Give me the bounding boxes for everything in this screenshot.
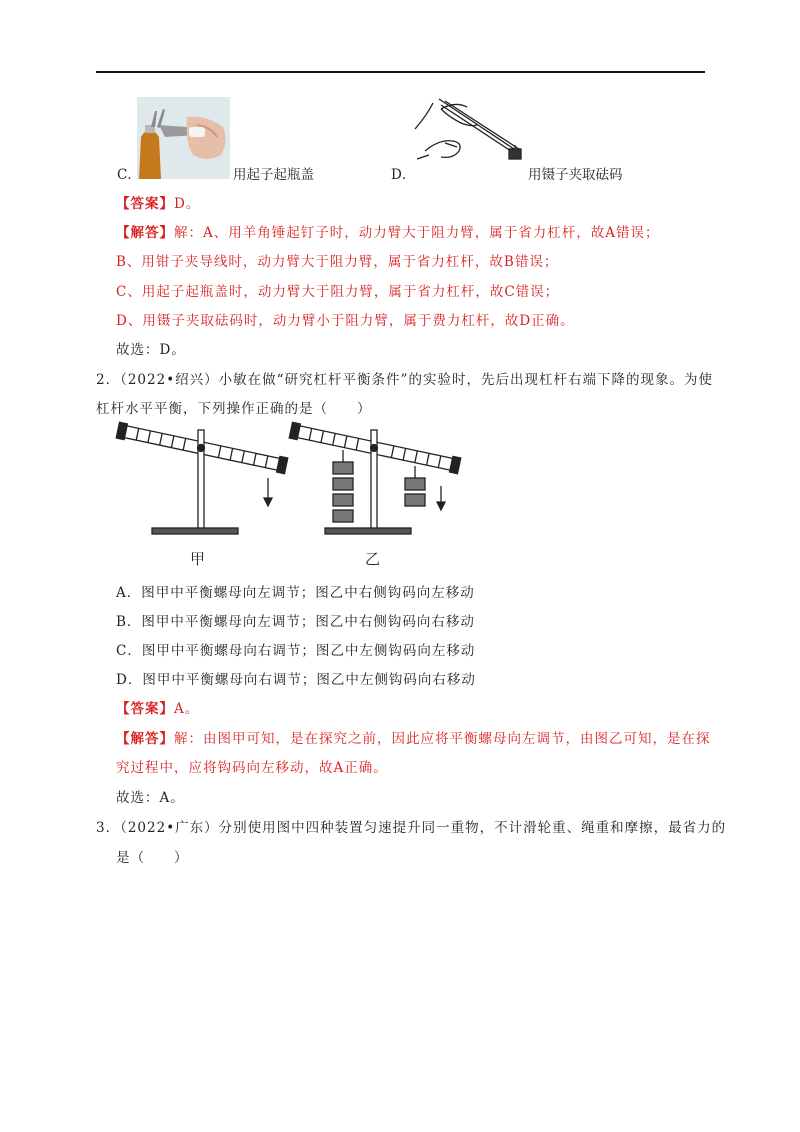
- answer-tag: 【答案】: [116, 701, 174, 717]
- header-rule: [96, 71, 705, 73]
- option-d-caption: 用镊子夹取砝码: [528, 167, 623, 183]
- bottle-opener-photo: [137, 97, 230, 179]
- q3-stem-line-1: 3．（2022•广东）分别使用图中四种装置匀速提升同一重物，不计滑轮重、绳重和摩擦，最省力的: [96, 820, 727, 836]
- answer-value: A。: [174, 701, 200, 717]
- analysis-text: 解：由图甲可知，是在探究之前，因此应将平衡螺母向左调节，由图乙可知，是在探: [174, 731, 711, 747]
- analysis-text: 解：A、用羊角锤起钉子时，动力臂大于阻力臂，属于省力杠杆，故A错误；: [174, 225, 660, 241]
- option-d-letter: D．: [391, 167, 416, 183]
- q1-analysis-line-2: B、用钳子夹导线时，动力臂大于阻力臂，属于省力杠杆，故B错误；: [116, 254, 559, 270]
- q1-analysis-line-4: D、用镊子夹取砝码时，动力臂小于阻力臂，属于费力杠杆，故D正确。: [116, 313, 575, 329]
- q2-choice: 故选：A。: [116, 790, 185, 806]
- q3-stem-line-2: 是（ ）: [116, 850, 189, 866]
- q2-option-a: A．图甲中平衡螺母向左调节；图乙中右侧钩码向左移动: [116, 585, 475, 601]
- option-c-caption: 用起子起瓶盖: [233, 167, 314, 183]
- q2-analysis-line-2: 究过程中，应将钩码向左移动，故A正确。: [116, 760, 388, 776]
- tweezers-illustration: [405, 95, 530, 185]
- q2-stem-line-2: 杠杆水平平衡，下列操作正确的是（ ）: [96, 401, 372, 417]
- q1-analysis-line-1: [116, 221, 660, 241]
- analysis-tag: 【解答】: [116, 731, 174, 747]
- lever-figure-yi: [285, 420, 465, 540]
- q2-answer: [116, 697, 199, 717]
- q1-analysis-line-3: C、用起子起瓶盖时，动力臂大于阻力臂，属于省力杠杆，故C错误；: [116, 284, 560, 300]
- analysis-tag: 【解答】: [116, 225, 174, 241]
- q2-stem-line-1: 2．（2022•绍兴）小敏在做“研究杠杆平衡条件”的实验时，先后出现杠杆右端下降的现象。为使: [96, 372, 713, 388]
- q1-answer: [116, 192, 200, 212]
- q2-analysis-line-1: [116, 727, 711, 747]
- q2-option-b: B．图甲中平衡螺母向左调节；图乙中右侧钩码向右移动: [116, 614, 475, 630]
- option-c-letter: C．: [117, 167, 141, 183]
- figure-label-yi: 乙: [365, 550, 381, 568]
- q2-option-d: D．图甲中平衡螺母向右调节；图乙中左侧钩码向右移动: [116, 672, 476, 688]
- q2-option-c: C．图甲中平衡螺母向右调节；图乙中左侧钩码向左移动: [116, 643, 476, 659]
- answer-tag: 【答案】: [116, 196, 174, 212]
- lever-figure-jia: [112, 420, 292, 540]
- q1-choice: 故选：D。: [116, 342, 186, 358]
- answer-value: D。: [174, 196, 201, 212]
- figure-label-jia: 甲: [190, 550, 206, 568]
